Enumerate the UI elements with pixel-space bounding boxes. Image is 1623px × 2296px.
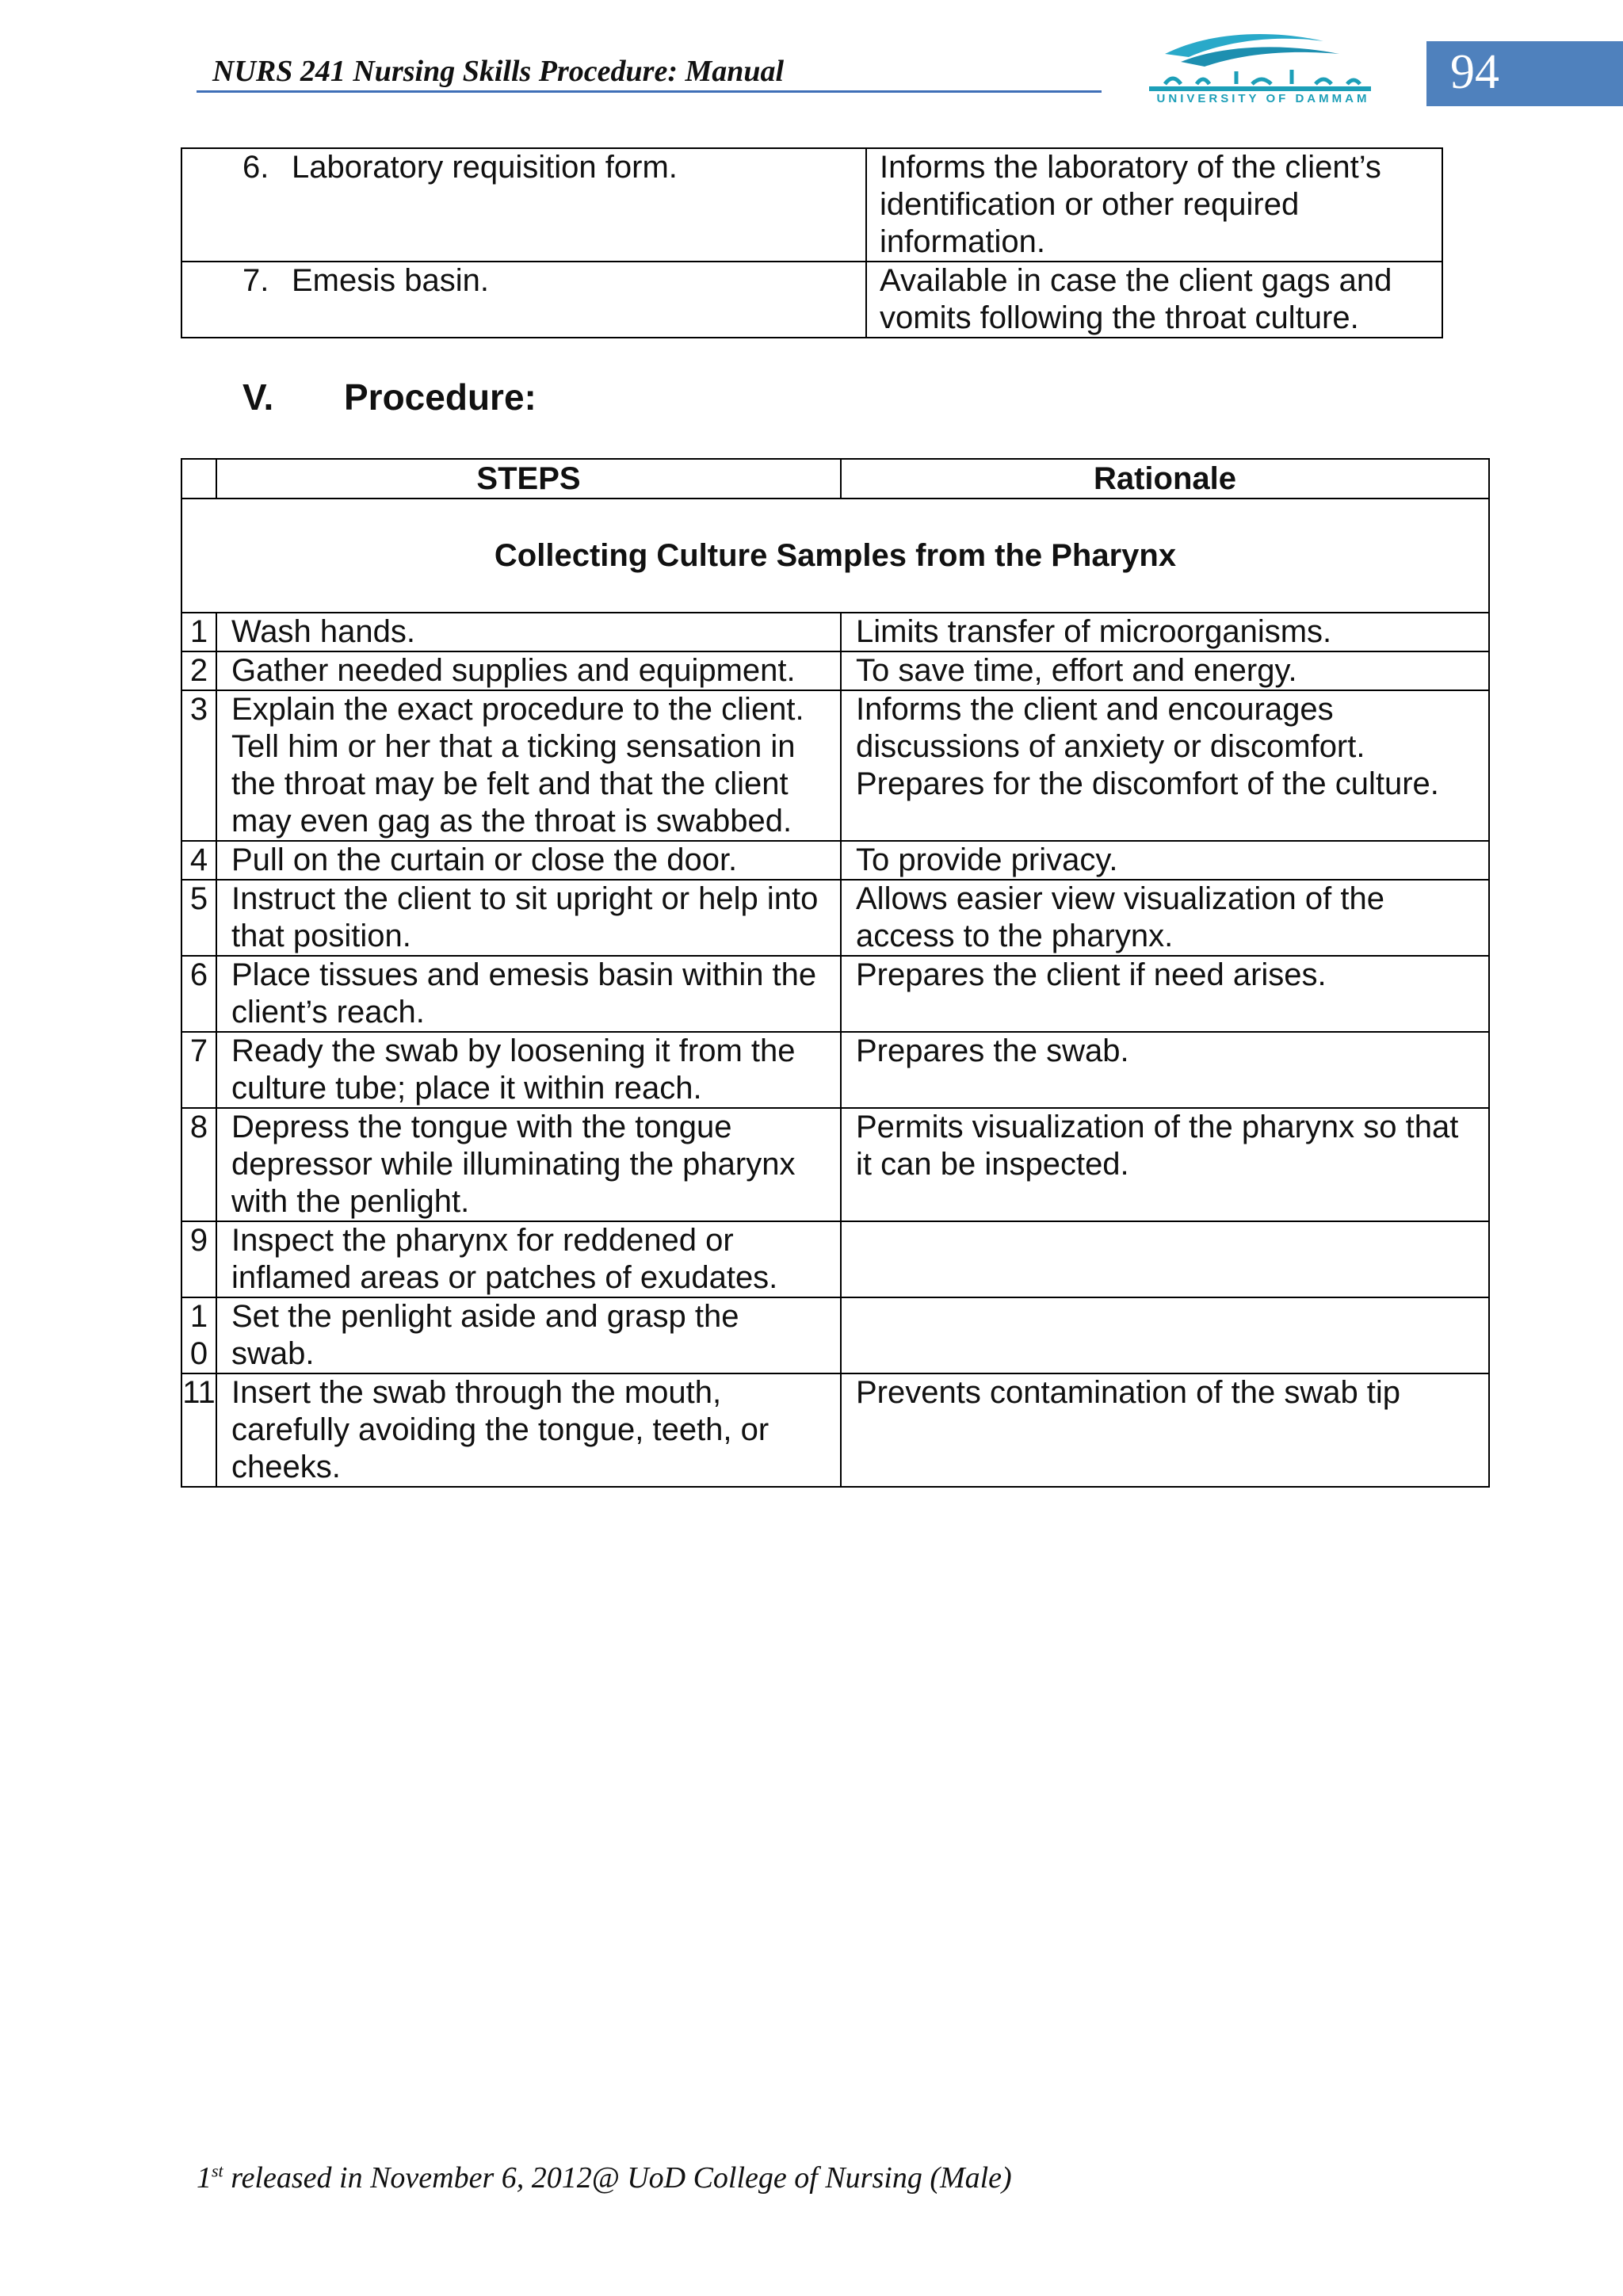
step-text: Pull on the curtain or close the door. <box>216 841 841 880</box>
step-number: 2 <box>181 651 216 690</box>
header-rationale: Rationale <box>841 459 1489 499</box>
step-text: Place tissues and emesis basin within the client’s reach. <box>216 956 841 1032</box>
table-row <box>181 148 1442 262</box>
header-rule <box>197 90 1102 93</box>
table-row <box>181 1032 1489 1108</box>
step-text: Set the penlight aside and grasp the swab. <box>216 1297 841 1373</box>
step-text: Insert the swab through the mouth, carefully avoiding the tongue, teeth, or cheeks. <box>216 1373 841 1487</box>
item-text: Laboratory requisition form. <box>292 150 678 185</box>
table-row <box>181 841 1489 880</box>
equipment-item <box>181 148 866 262</box>
header-title: NURS 241 Nursing Skills Procedure: Manual <box>212 55 785 88</box>
table-subheading: Collecting Culture Samples from the Pharynx <box>181 499 1489 613</box>
step-number: 11 <box>181 1373 216 1487</box>
equipment-table <box>181 147 1443 338</box>
step-number: 1 <box>181 613 216 651</box>
step-text: Explain the exact procedure to the client. Tell him or her that a ticking sensation in the throat may be felt and that the client may even gag as the throat is swabbed. <box>216 690 841 841</box>
step-number: 3 <box>181 690 216 841</box>
table-row <box>181 1297 1489 1373</box>
section-heading <box>242 376 537 418</box>
step-number: 9 <box>181 1221 216 1297</box>
table-row <box>181 651 1489 690</box>
table-row <box>181 1373 1489 1487</box>
step-number: 4 <box>181 841 216 880</box>
subheading-row <box>181 499 1489 613</box>
step-number: 8 <box>181 1108 216 1221</box>
equipment-item <box>181 262 866 338</box>
table-row <box>181 613 1489 651</box>
procedure-steps-table <box>181 458 1490 1488</box>
item-number: 6. <box>242 150 269 185</box>
footer-ordinal-suffix: st <box>212 2160 223 2181</box>
step-text: Gather needed supplies and equipment. <box>216 651 841 690</box>
step-number: 5 <box>181 880 216 956</box>
table-row <box>181 690 1489 841</box>
equipment-rationale: Available in case the client gags and vomits following the throat culture. <box>866 262 1442 338</box>
item-number: 7. <box>242 263 269 298</box>
step-rationale: To provide privacy. <box>841 841 1489 880</box>
step-rationale: Prepares the client if need arises. <box>841 956 1489 1032</box>
footer-ordinal: 1 <box>197 2161 212 2195</box>
step-rationale: Prevents contamination of the swab tip <box>841 1373 1489 1487</box>
step-rationale <box>841 1297 1489 1373</box>
step-rationale: Limits transfer of microorganisms. <box>841 613 1489 651</box>
section-title: Procedure: <box>344 376 537 418</box>
table-row <box>181 956 1489 1032</box>
step-text: Depress the tongue with the tongue depressor while illuminating the pharynx with the penlight. <box>216 1108 841 1221</box>
table-header-row <box>181 459 1489 499</box>
step-number: 10 <box>181 1297 216 1373</box>
header-num-cell <box>181 459 216 499</box>
step-rationale: Informs the client and encourages discussions of anxiety or discomfort. Prepares for the discomfort of the culture. <box>841 690 1489 841</box>
step-number: 6 <box>181 956 216 1032</box>
step-rationale <box>841 1221 1489 1297</box>
page-number: 94 <box>1450 45 1499 99</box>
step-rationale: Prepares the swab. <box>841 1032 1489 1108</box>
step-text: Ready the swab by loosening it from the culture tube; place it within reach. <box>216 1032 841 1108</box>
step-text: Inspect the pharynx for reddened or inflamed areas or patches of exudates. <box>216 1221 841 1297</box>
footer-text: released in November 6, 2012@ UoD College of Nursing (Male) <box>223 2161 1012 2195</box>
table-row <box>181 262 1442 338</box>
step-rationale: Allows easier view visualization of the access to the pharynx. <box>841 880 1489 956</box>
page-footer <box>197 2160 1012 2195</box>
step-rationale: Permits visualization of the pharynx so that it can be inspected. <box>841 1108 1489 1221</box>
item-text: Emesis basin. <box>292 263 489 298</box>
logo-caption: UNIVERSITY OF DAMMAM <box>1156 92 1370 105</box>
step-text: Wash hands. <box>216 613 841 651</box>
table-row <box>181 1108 1489 1221</box>
step-number: 7 <box>181 1032 216 1108</box>
header-steps: STEPS <box>216 459 841 499</box>
table-row <box>181 880 1489 956</box>
equipment-rationale: Informs the laboratory of the client’s identification or other required information. <box>866 148 1442 262</box>
page-number-badge <box>1426 41 1623 106</box>
step-rationale: To save time, effort and energy. <box>841 651 1489 690</box>
section-numeral: V. <box>242 376 274 418</box>
table-row <box>181 1221 1489 1297</box>
step-text: Instruct the client to sit upright or help into that position. <box>216 880 841 956</box>
